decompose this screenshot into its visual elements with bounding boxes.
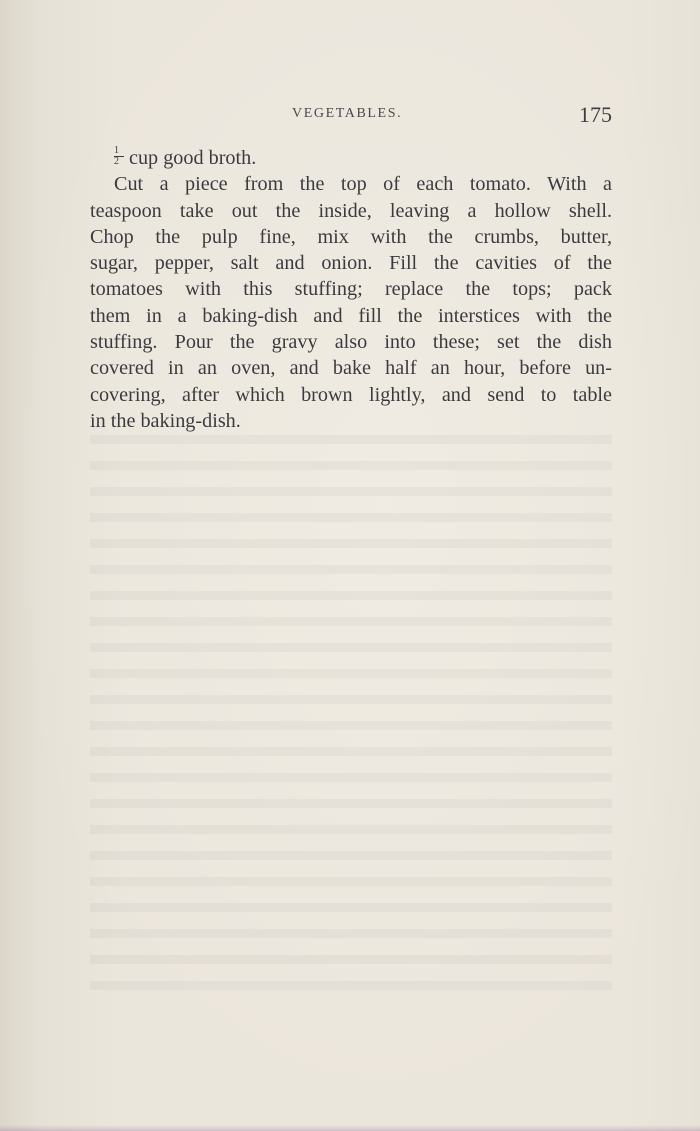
text-line: tomatoes with this stuffing; replace the tops; pack (90, 278, 612, 301)
text-line: sugar, pepper, salt and onion. Fill the cavities of the (90, 252, 612, 275)
recipe-text (90, 145, 612, 434)
text-line: stuffing. Pour the gravy also into these; set the dish (90, 331, 612, 354)
text-line: teaspoon take out the inside, leaving a hollow shell. (90, 199, 612, 222)
page-number: 175 (579, 102, 612, 127)
text-line: them in a baking-dish and fill the interstices with the (90, 304, 612, 327)
page-edge (0, 1125, 700, 1131)
running-title: VEGETABLES. (292, 106, 403, 121)
text-line: covering, after which brown lightly, and send to table (90, 383, 612, 406)
one-half-fraction: $\frac{1}{2}$ (114, 147, 124, 167)
running-head (90, 102, 612, 132)
text-line-ingredient (90, 145, 612, 171)
text-line: Cut a piece from the top of each tomato. With a (114, 173, 612, 196)
ingredient-text: cup good broth. (129, 147, 257, 169)
text-line: Chop the pulp fine, mix with the crumbs, butter, (90, 225, 612, 248)
text-line: covered in an oven, and bake half an hour, before un- (90, 357, 612, 380)
show-through-text (90, 435, 612, 995)
text-line: in the baking-dish. (90, 409, 241, 432)
